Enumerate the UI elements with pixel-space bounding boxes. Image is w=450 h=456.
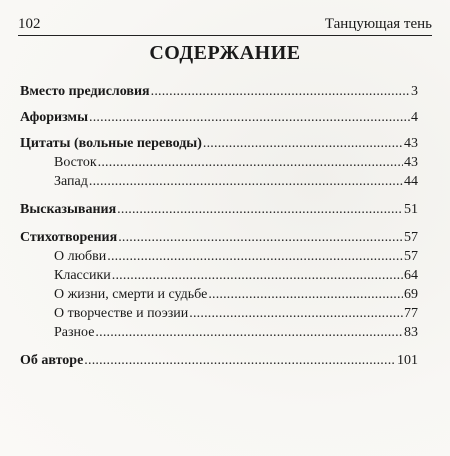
toc-leader-dots — [89, 172, 403, 191]
toc-entry-label: Об авторе — [20, 353, 84, 368]
toc-entry-label: Запад — [54, 174, 88, 189]
toc-entry-label: Афоризмы — [20, 110, 89, 125]
table-of-contents — [20, 82, 418, 370]
toc-entry-page: 43 — [404, 155, 418, 170]
toc-subentry-klassiki — [20, 266, 418, 285]
toc-entry-label: О жизни, смерти и судьбе — [54, 287, 208, 302]
toc-entry-stikhotvoreniya — [20, 228, 418, 247]
toc-subentry-raznoe — [20, 323, 418, 342]
toc-subentry-zapad — [20, 172, 418, 191]
toc-leader-dots — [208, 285, 403, 304]
toc-entry-label: Классики — [54, 268, 111, 283]
book-title: Танцующая тень — [324, 16, 432, 32]
toc-entry-page: 77 — [404, 306, 418, 321]
page-number: 102 — [18, 16, 41, 32]
toc-entry-citaty — [20, 134, 418, 153]
toc-entry-page: 4 — [411, 110, 418, 125]
toc-subentry-o-tvorchestve — [20, 304, 418, 323]
toc-entry-vyskazyvaniya — [20, 200, 418, 219]
toc-leader-dots — [117, 200, 403, 219]
toc-entry-page: 51 — [404, 202, 418, 217]
toc-leader-dots — [95, 323, 403, 342]
toc-entry-label: Разное — [54, 325, 95, 340]
toc-entry-page: 83 — [404, 325, 418, 340]
toc-entry-label: Цитаты (вольные переводы) — [20, 136, 202, 151]
toc-heading: СОДЕРЖАНИЕ — [149, 42, 301, 64]
toc-entry-page: 57 — [404, 249, 418, 264]
toc-subentry-vostok — [20, 153, 418, 172]
toc-entry-page: 69 — [404, 287, 418, 302]
toc-leader-dots — [89, 108, 410, 127]
toc-entry-label: О любви — [54, 249, 107, 264]
toc-entry-label: Высказывания — [20, 202, 117, 217]
toc-leader-dots — [84, 351, 396, 370]
toc-entry-label: О творчестве и поэзии — [54, 306, 189, 321]
toc-entry-label: Вместо предисловия — [20, 84, 150, 99]
toc-leader-dots — [118, 228, 403, 247]
toc-entry-label: Стихотворения — [20, 230, 118, 245]
toc-leader-dots — [151, 82, 410, 101]
running-head — [18, 14, 432, 36]
toc-leader-dots — [107, 247, 403, 266]
toc-entry-page: 43 — [404, 136, 418, 151]
toc-entry-aforizmy — [20, 108, 418, 127]
toc-subentry-o-lyubvi — [20, 247, 418, 266]
toc-entry-ob-avtore — [20, 351, 418, 370]
toc-entry-label: Восток — [54, 155, 97, 170]
toc-leader-dots — [98, 153, 403, 172]
toc-entry-page: 44 — [404, 174, 418, 189]
toc-entry-vmesto — [20, 82, 418, 101]
toc-subentry-o-zhizni — [20, 285, 418, 304]
toc-leader-dots — [189, 304, 403, 323]
toc-leader-dots — [112, 266, 403, 285]
toc-entry-page: 64 — [404, 268, 418, 283]
toc-leader-dots — [203, 134, 403, 153]
toc-entry-page: 3 — [411, 84, 418, 99]
toc-entry-page: 57 — [404, 230, 418, 245]
toc-entry-page: 101 — [397, 353, 418, 368]
